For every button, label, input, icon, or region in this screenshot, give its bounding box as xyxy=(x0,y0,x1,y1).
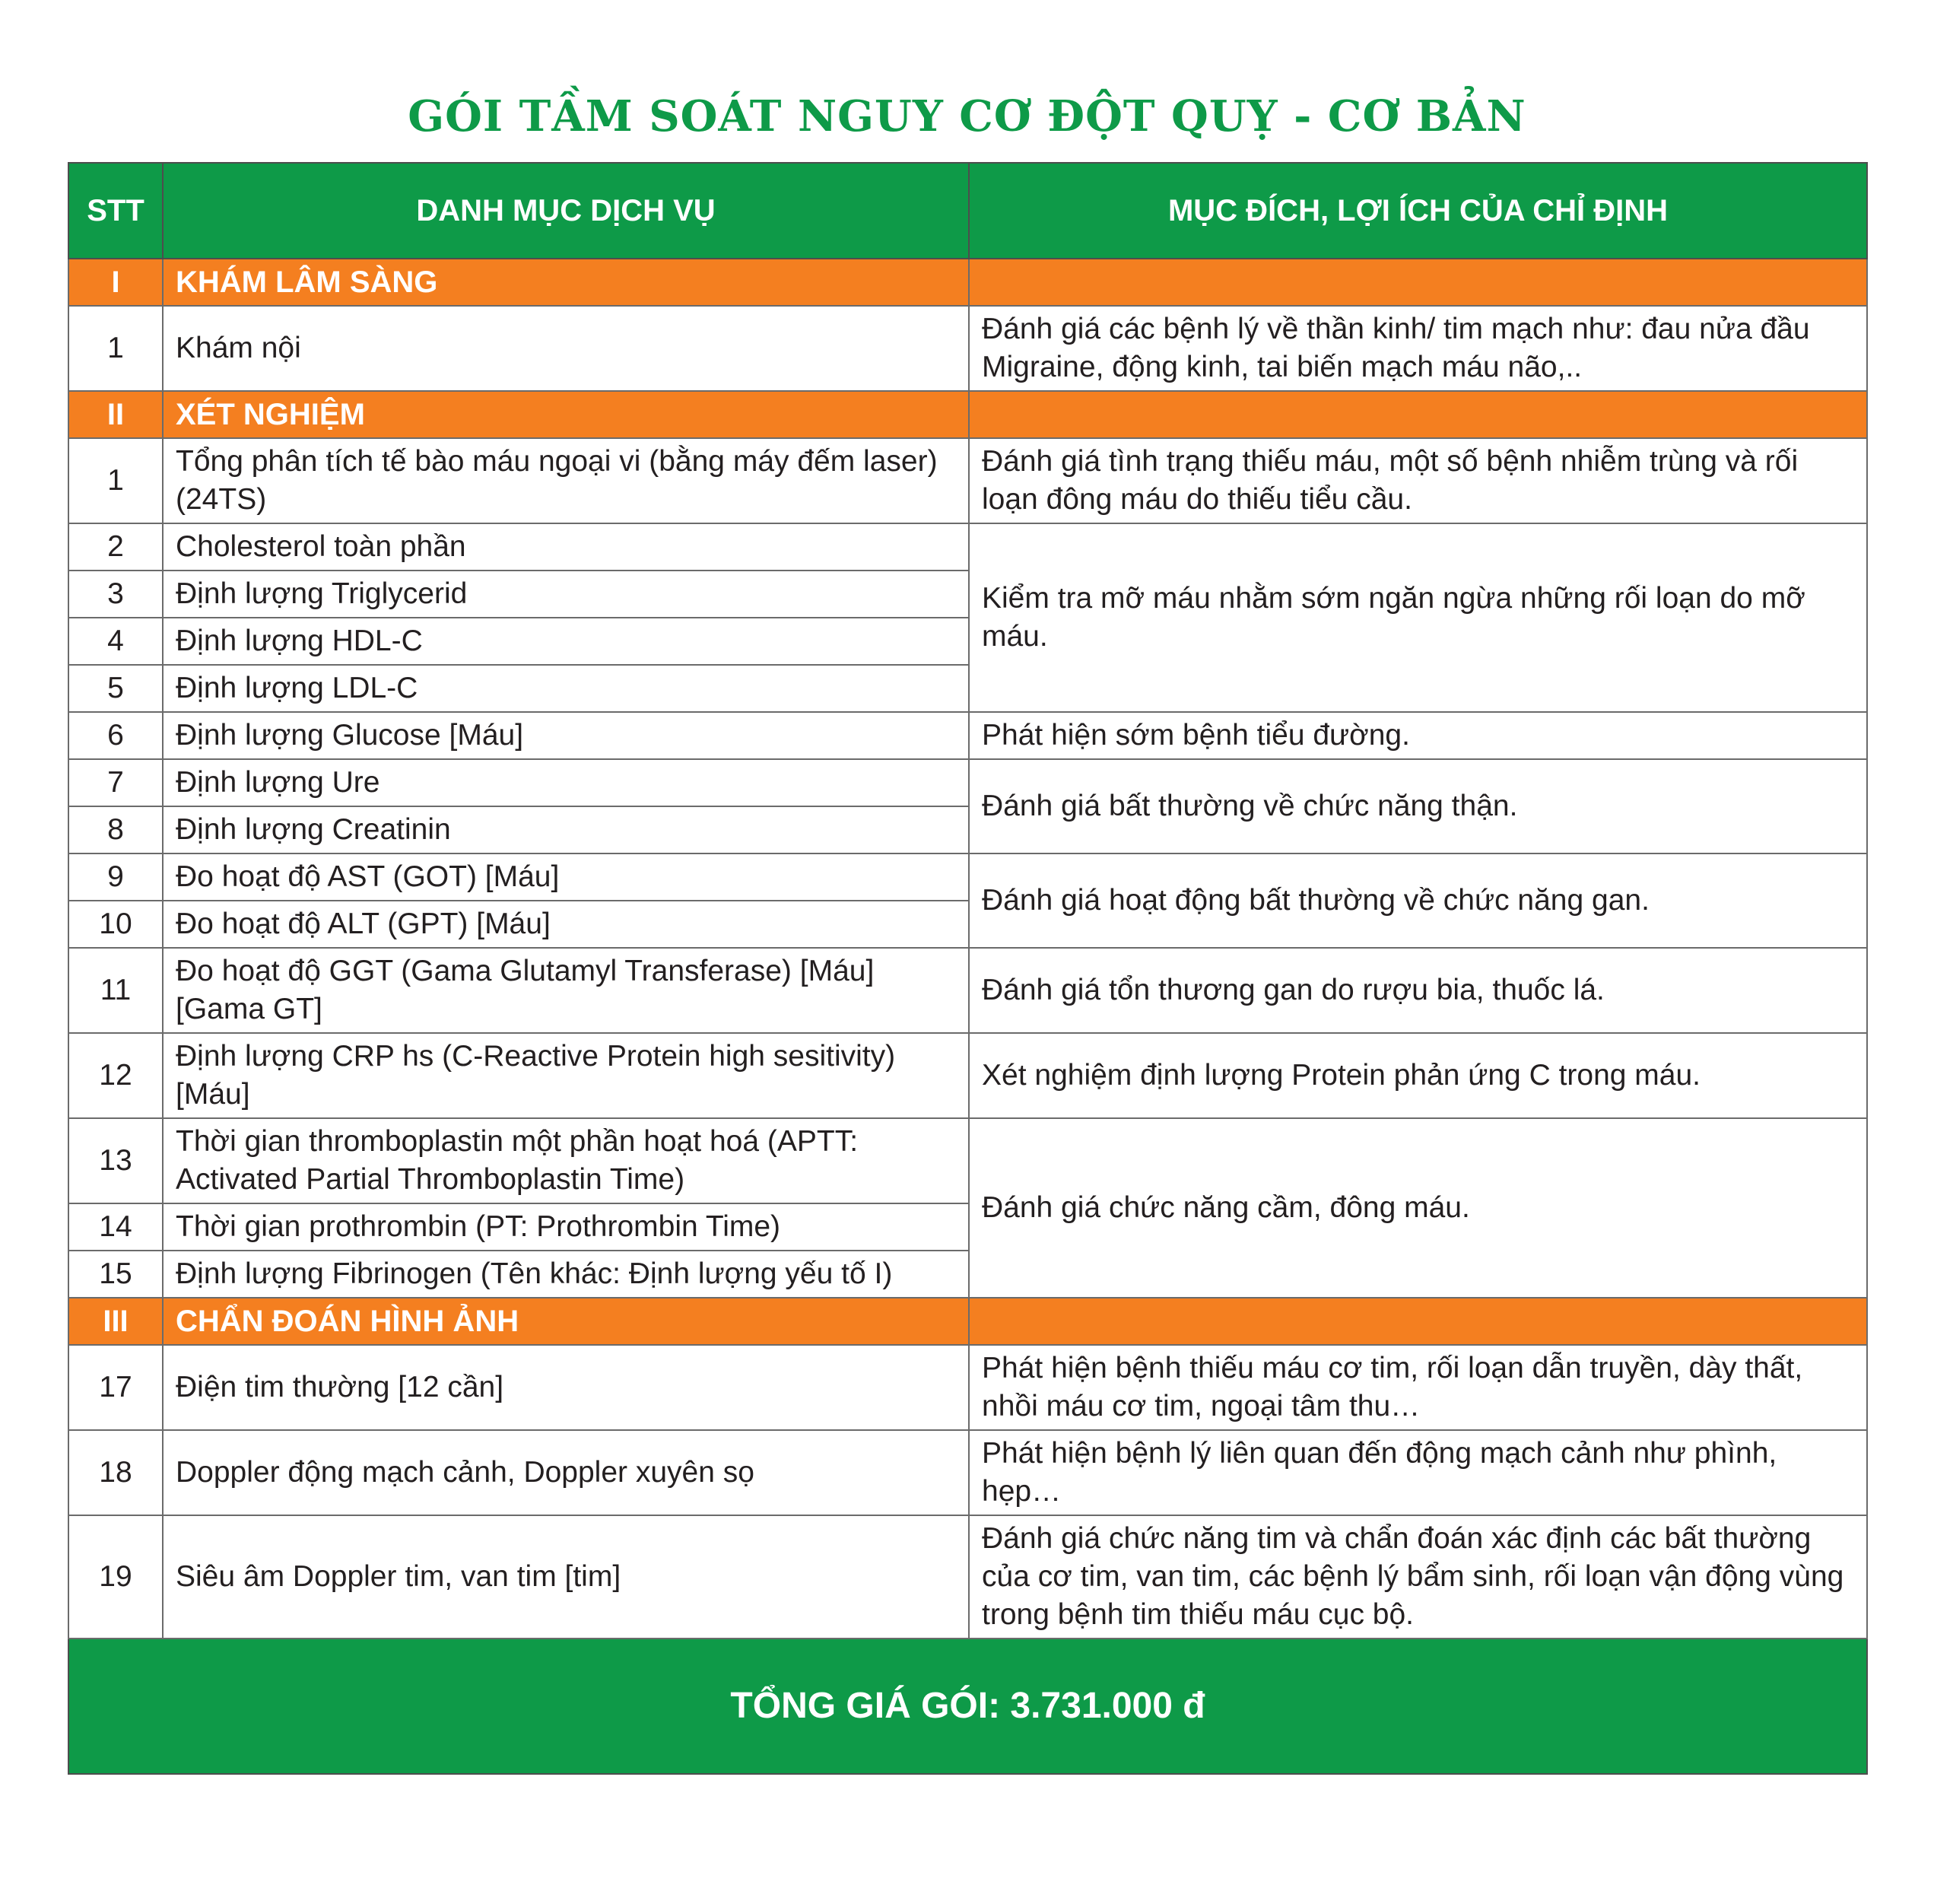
row-stt: 6 xyxy=(68,712,163,759)
row-service: Thời gian prothrombin (PT: Prothrombin Time) xyxy=(163,1203,969,1251)
section-row xyxy=(68,259,1867,306)
row-purpose: Phát hiện bệnh thiếu máu cơ tim, rối loạn dẫn truyền, dày thất, nhồi máu cơ tim, ngoại tâm thu… xyxy=(969,1345,1867,1430)
total-row xyxy=(68,1639,1867,1774)
row-stt: 17 xyxy=(68,1345,163,1430)
table-row xyxy=(68,759,1867,806)
row-stt: 5 xyxy=(68,665,163,712)
row-purpose: Đánh giá các bệnh lý về thần kinh/ tim mạch như: đau nửa đầu Migraine, động kinh, tai biến mạch máu não,.. xyxy=(969,306,1867,391)
row-service: Điện tim thường [12 cần] xyxy=(163,1345,969,1430)
row-purpose: Phát hiện sớm bệnh tiểu đường. xyxy=(969,712,1867,759)
section-empty xyxy=(969,1298,1867,1345)
row-stt: 1 xyxy=(68,438,163,523)
section-number: I xyxy=(68,259,163,306)
section-number: III xyxy=(68,1298,163,1345)
row-service: Định lượng LDL-C xyxy=(163,665,969,712)
header-purpose: MỤC ĐÍCH, LỢI ÍCH CỦA CHỈ ĐỊNH xyxy=(969,163,1867,259)
table-row xyxy=(68,523,1867,571)
table-row xyxy=(68,1345,1867,1430)
row-service: Định lượng Triglycerid xyxy=(163,571,969,618)
section-empty xyxy=(969,259,1867,306)
row-purpose: Đánh giá tình trạng thiếu máu, một số bệnh nhiễm trùng và rối loạn đông máu do thiếu tiểu cầu. xyxy=(969,438,1867,523)
table-row xyxy=(68,853,1867,901)
row-stt: 19 xyxy=(68,1515,163,1639)
row-service: Khám nội xyxy=(163,306,969,391)
row-service: Đo hoạt độ GGT (Gama Glutamyl Transferase) [Máu] [Gama GT] xyxy=(163,948,969,1033)
row-stt: 4 xyxy=(68,618,163,665)
row-service: Định lượng Ure xyxy=(163,759,969,806)
row-purpose: Đánh giá bất thường về chức năng thận. xyxy=(969,759,1867,853)
total-price: TỔNG GIÁ GÓI: 3.731.000 đ xyxy=(68,1639,1867,1774)
row-stt: 12 xyxy=(68,1033,163,1118)
row-stt: 18 xyxy=(68,1430,163,1515)
row-stt: 8 xyxy=(68,806,163,853)
row-service: Đo hoạt độ ALT (GPT) [Máu] xyxy=(163,901,969,948)
row-stt: 14 xyxy=(68,1203,163,1251)
table-row xyxy=(68,1515,1867,1639)
row-stt: 13 xyxy=(68,1118,163,1203)
row-stt: 15 xyxy=(68,1251,163,1298)
service-table xyxy=(68,162,1868,1775)
section-row xyxy=(68,1298,1867,1345)
row-service: Định lượng Glucose [Máu] xyxy=(163,712,969,759)
row-stt: 9 xyxy=(68,853,163,901)
section-row xyxy=(68,391,1867,438)
row-stt: 2 xyxy=(68,523,163,571)
row-service: Siêu âm Doppler tim, van tim [tim] xyxy=(163,1515,969,1639)
row-service: Thời gian thromboplastin một phần hoạt hoá (APTT: Activated Partial Thromboplastin Time) xyxy=(163,1118,969,1203)
row-purpose: Phát hiện bệnh lý liên quan đến động mạch cảnh như phình, hẹp… xyxy=(969,1430,1867,1515)
row-service: Định lượng CRP hs (C-Reactive Protein high sesitivity) [Máu] xyxy=(163,1033,969,1118)
section-empty xyxy=(969,391,1867,438)
row-stt: 1 xyxy=(68,306,163,391)
table-header-row xyxy=(68,163,1867,259)
section-name: CHẨN ĐOÁN HÌNH ẢNH xyxy=(163,1298,969,1345)
row-purpose: Đánh giá tổn thương gan do rượu bia, thuốc lá. xyxy=(969,948,1867,1033)
header-stt: STT xyxy=(68,163,163,259)
section-name: XÉT NGHIỆM xyxy=(163,391,969,438)
table-row xyxy=(68,948,1867,1033)
page-title: GÓI TẦM SOÁT NGUY CƠ ĐỘT QUỴ - CƠ BẢN xyxy=(408,91,1526,141)
row-service: Định lượng HDL-C xyxy=(163,618,969,665)
section-name: KHÁM LÂM SÀNG xyxy=(163,259,969,306)
row-service: Tổng phân tích tế bào máu ngoại vi (bằng máy đếm laser) (24TS) xyxy=(163,438,969,523)
row-service: Đo hoạt độ AST (GOT) [Máu] xyxy=(163,853,969,901)
row-service: Cholesterol toàn phần xyxy=(163,523,969,571)
row-service: Định lượng Fibrinogen (Tên khác: Định lượng yếu tố I) xyxy=(163,1251,969,1298)
row-purpose: Đánh giá hoạt động bất thường về chức năng gan. xyxy=(969,853,1867,948)
row-purpose: Đánh giá chức năng tim và chẩn đoán xác định các bất thường của cơ tim, van tim, các bệnh lý bẩm sinh, rối loạn vận động vùng trong bệnh tim thiếu máu cục bộ. xyxy=(969,1515,1867,1639)
row-stt: 10 xyxy=(68,901,163,948)
table-row xyxy=(68,306,1867,391)
section-number: II xyxy=(68,391,163,438)
row-stt: 3 xyxy=(68,571,163,618)
row-stt: 7 xyxy=(68,759,163,806)
row-purpose: Kiểm tra mỡ máu nhằm sớm ngăn ngừa những rối loạn do mỡ máu. xyxy=(969,523,1867,712)
row-purpose: Xét nghiệm định lượng Protein phản ứng C trong máu. xyxy=(969,1033,1867,1118)
row-stt: 11 xyxy=(68,948,163,1033)
row-service: Doppler động mạch cảnh, Doppler xuyên sọ xyxy=(163,1430,969,1515)
table-row xyxy=(68,438,1867,523)
row-service: Định lượng Creatinin xyxy=(163,806,969,853)
table-row xyxy=(68,1033,1867,1118)
table-row xyxy=(68,712,1867,759)
header-service: DANH MỤC DỊCH VỤ xyxy=(163,163,969,259)
table-row xyxy=(68,1118,1867,1203)
row-purpose: Đánh giá chức năng cầm, đông máu. xyxy=(969,1118,1867,1298)
table-row xyxy=(68,1430,1867,1515)
